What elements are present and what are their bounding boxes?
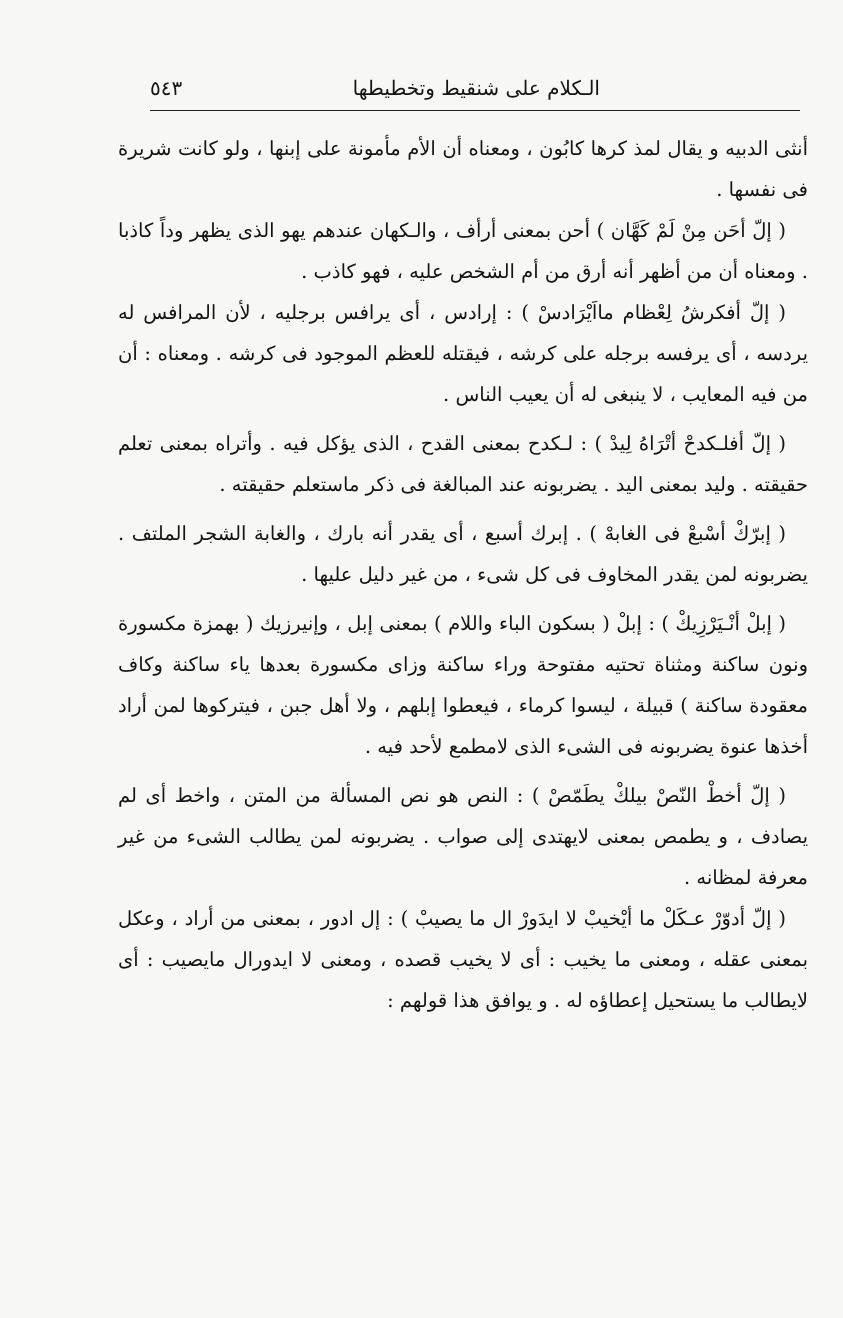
paragraph xyxy=(118,423,808,505)
paragraph-text: ( إلّ أدوّرْ عـكَلْ ما أيْخيبْ لا ايدَورْ ال ما يصيبْ ) : إل ادور ، بمعنى من أراد ، وعكل بمعنى عقله ، ومعنى ما يخيب : أى لا يخيب قصده ، ومعنى لا ايدورال مايصيب : أى لايطالب ما يستحيل إعطاؤه له . و يوافق هذا قولهم : xyxy=(118,907,808,1012)
paragraph xyxy=(118,603,808,767)
body-text xyxy=(118,128,808,1021)
paragraph-text: ( إبلْ أنْـيَرْزِيكْ ) : إبلْ ( بسكون الباء واللام ) بمعنى إبل ، وإنيرزيك ( بهمزة مكسورة ونون ساكنة ومثناة تحتيه مفتوحة وراء ساكنة وزاى مكسورة بعدها ياء ساكنة وكاف معقودة ساكنة ) قبيلة ، ليسوا كرماء ، فيعطوا إبلهم ، ولا أهل جبن ، فيتركوها لمن أراد أخذها عنوة يضربونه فى الشىء الذى لامطمع لأحد فيه . xyxy=(118,612,808,758)
paragraph-text: أنثى الدبيه و يقال لمذ كرها كابُون ، ومعناه أن الأم مأمونة على إبنها ، ولو كانت شريرة فى نفسها . xyxy=(118,137,808,201)
header-rule xyxy=(150,110,800,111)
paragraph xyxy=(118,898,808,1021)
paragraph-text: ( إلّ أفكرشُ لِعْظام مااَيْرَادسْ ) : إرادس ، أى يرافس برجليه ، لأن المرافس له يردسه ، أى يرفسه برجله على كرشه ، فيقتله للعظم الموجود فى كرشه . ومعناه : أن من فيه المعايب ، لا ينبغى له أن يعيب الناس . xyxy=(118,301,808,406)
paragraph xyxy=(118,292,808,415)
running-header xyxy=(150,72,800,108)
paragraph-text: ( إلّ أفلـكدحْ أتْرَاهُ لِيدْ ) : لـكدح بمعنى القدح ، الذى يؤكل فيه . وأتراه بمعنى تعلم حقيقته . وليد بمعنى اليد . يضربونه عند المبالغة فى ذكر ماستعلم حقيقته . xyxy=(118,432,808,496)
paragraph xyxy=(118,128,808,210)
paragraph xyxy=(118,210,808,292)
paragraph xyxy=(118,775,808,898)
paragraph-text: ( إبرّكْ أسْبعْ فى الغابهْ ) . إبرك أسبع ، أى يقدر أنه بارك ، والغابة الشجر الملتف . يضربونه لمن يقدر المخاوف فى كل شىء ، من غير دليل عليها . xyxy=(118,522,808,586)
paragraph xyxy=(118,513,808,595)
header-title: الـكلام على شنقيط وتخطيطها xyxy=(352,76,600,100)
paragraph-text: ( إلّ أخطْ النّصْ بيلكْ يطَمّصْ ) : النص هو نص المسألة من المتن ، واخط أى لم يصادف ، و يطمص بمعنى لايهتدى إلى صواب . يضربونه لمن يطالب الشىء من غير معرفة لمظانه . xyxy=(118,784,808,889)
page-number: ٥٤٣ xyxy=(150,76,183,100)
paragraph-text: ( إلّ أحَن مِنْ لَمْ كَهَّان ) أحن بمعنى أرأف ، والـكهان عندهم يهو الذى يظهر وداً كاذبا . ومعناه أن من أظهر أنه أرق من أم الشخص عليه ، فهو كاذب . xyxy=(118,219,808,283)
